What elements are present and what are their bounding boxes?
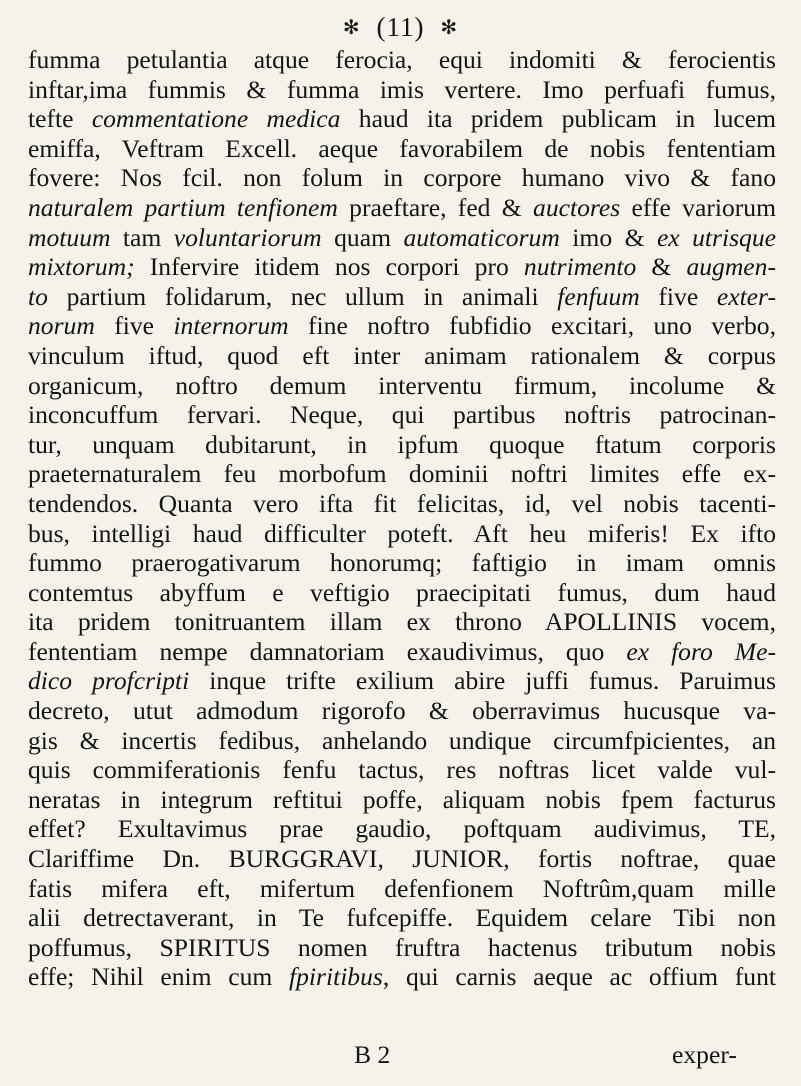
text-line: fatis mifera eft, mifertum defenfionem Noftrûm,quam mille bbox=[28, 873, 776, 903]
body-text bbox=[28, 45, 776, 992]
text-line: neratas in integrum reftitui poffe, aliquam nobis fpem facturus bbox=[28, 784, 776, 814]
text-line: tendendos. Quanta vero ifta fit felicitas, id, vel nobis tacenti- bbox=[28, 488, 776, 518]
text-line: inconcuffum fervari. Neque, qui partibus noftris patrocinan- bbox=[28, 400, 776, 430]
text-line: bus, intelligi haud difficulter poteft. Aft heu miferis! Ex ifto bbox=[28, 518, 776, 548]
text-line: quis commiferationis fenfu tactus, res noftras licet valde vul- bbox=[28, 755, 776, 785]
page-header bbox=[0, 12, 801, 43]
text-line: vinculum iftud, quod eft inter animam rationalem & corpus bbox=[28, 340, 776, 370]
text-line: fententiam nempe damnatoriam exaudivimus, quo ex foro Me- bbox=[28, 636, 777, 666]
text-line: dico profcripti inque trifte exilium abire juffi fumus. Paruimus bbox=[28, 666, 776, 696]
text-line: emiffa, Veftram Excell. aeque favorabilem de nobis fententiam bbox=[28, 133, 776, 163]
text-line: alii detrectaverant, in Te fufcepiffe. Equidem celare Tibi non bbox=[28, 903, 776, 933]
text-line: tur, unquam dubitarunt, in ipfum quoque ftatum corporis bbox=[28, 429, 776, 459]
text-line: fovere: Nos fcil. non folum in corpore humano vivo & fano bbox=[28, 163, 776, 193]
text-line: fumma petulantia atque ferocia, equi indomiti & ferocientis bbox=[28, 45, 776, 74]
page-number: (11) bbox=[376, 12, 425, 42]
text-line: fummo praerogativarum honorumq; faftigio in imam omnis bbox=[28, 548, 776, 578]
text-line: naturalem partium tenfionem praeftare, fed & auctores effe variorum bbox=[28, 192, 776, 222]
catchword: exper- bbox=[672, 1040, 737, 1069]
ornament-left-icon: ✻ bbox=[342, 17, 361, 39]
text-line: poffumus, SPIRITUS nomen fruftra hactenus tributum nobis bbox=[28, 932, 776, 962]
text-line: to partium folidarum, nec ullum in animali fenfuum five exter- bbox=[28, 281, 777, 311]
ornament-right-icon: ✻ bbox=[440, 17, 459, 39]
text-line: Clariffime Dn. BURGGRAVI, JUNIOR, fortis noftrae, quae bbox=[28, 844, 776, 874]
text-line: mixtorum; Infervire itidem nos corpori pro nutrimento & augmen- bbox=[28, 252, 776, 282]
text-line: ita pridem tonitruantem illam ex throno APOLLINIS vocem, bbox=[28, 607, 776, 637]
text-line: contemtus abyffum e veftigio praecipitati fumus, dum haud bbox=[28, 577, 776, 607]
text-line: norum five internorum fine noftro fubfidio excitari, uno verbo, bbox=[28, 311, 776, 341]
text-line: motuum tam voluntariorum quam automaticorum imo & ex utrisque bbox=[28, 222, 777, 252]
text-line: effe; Nihil enim cum fpiritibus, qui carnis aeque ac offium funt bbox=[28, 962, 777, 992]
signature-mark: B 2 bbox=[354, 1040, 391, 1069]
page-footer bbox=[0, 1040, 801, 1070]
text-line: praeternaturalem feu morbofum dominii noftri limites effe ex- bbox=[28, 459, 776, 489]
text-line: organicum, noftro demum interventu firmum, incolume & bbox=[28, 370, 776, 400]
text-line: inftar,ima fummis & fumma imis vertere. Imo perfuafi fumus, bbox=[28, 74, 776, 104]
text-line: tefte commentatione medica haud ita pridem publicam in lucem bbox=[28, 104, 776, 134]
text-line: effet? Exultavimus prae gaudio, poftquam audivimus, TE, bbox=[28, 814, 776, 844]
text-line: decreto, utut admodum rigorofo & oberravimus hucusque va- bbox=[28, 696, 776, 726]
text-line: gis & incertis fedibus, anhelando undique circumfpicientes, an bbox=[28, 725, 776, 755]
